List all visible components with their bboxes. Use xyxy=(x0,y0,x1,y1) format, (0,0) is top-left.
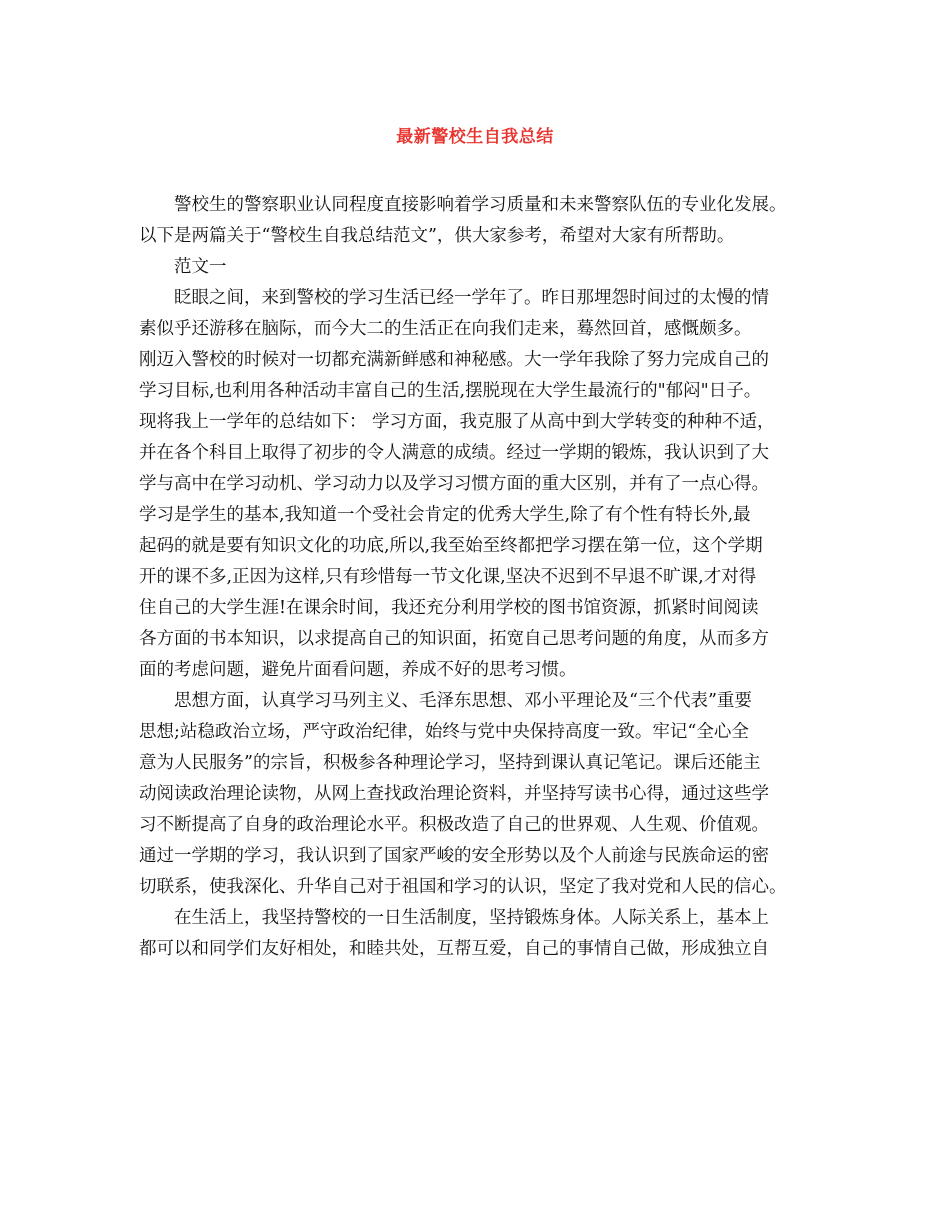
text-line: 思想;站稳政治立场，严守政治纪律，始终与党中央保持高度一致。牢记“全心全 xyxy=(139,722,749,742)
text-line: 范文一 xyxy=(174,257,227,277)
text-line: 警校生的警察职业认同程度直接影响着学习质量和未来警察队伍的专业化发展。 xyxy=(174,195,787,215)
text-line: 开的课不多,正因为这样,只有珍惜每一节文化课,坚决不迟到不早退不旷课,才对得 xyxy=(139,567,757,587)
text-line: 切联系，使我深化、升华自己对于祖国和学习的认识，坚定了我对党和人民的信心。 xyxy=(139,877,787,897)
text-line: 以下是两篇关于“警校生自我总结范文”，供大家参考，希望对大家有所帮助。 xyxy=(139,226,735,246)
text-line: 刚迈入警校的时候对一切都充满新鲜感和神秘感。大一学年我除了努力完成自己的 xyxy=(139,350,769,370)
document-title: 最新警校生自我总结 xyxy=(396,127,554,147)
document-body xyxy=(139,190,811,965)
text-line: 通过一学期的学习，我认识到了国家严峻的安全形势以及个人前途与民族命运的密 xyxy=(139,846,769,866)
text-line: 面的考虑问题，避免片面看问题，养成不好的思考习惯。 xyxy=(139,660,577,680)
text-line: 素似乎还游移在脑际，而今大二的生活正在向我们走来，蓦然回首，感慨颇多。 xyxy=(139,319,752,339)
text-line: 意为人民服务”的宗旨，积极参各种理论学习，坚持到课认真记笔记。课后还能主 xyxy=(139,753,761,773)
text-line: 现将我上一学年的总结如下： 学习方面，我克服了从高中到大学转变的种种不适， xyxy=(139,412,775,432)
text-line: 各方面的书本知识，以求提高自己的知识面，拓宽自己思考问题的角度，从而多方 xyxy=(139,629,769,649)
text-line: 并在各个科目上取得了初步的令人满意的成绩。经过一学期的锻炼，我认识到了大 xyxy=(139,443,769,463)
text-line: 在生活上，我坚持警校的一日生活制度，坚持锻炼身体。人际关系上，基本上 xyxy=(174,908,769,928)
text-line: 眨眼之间，来到警校的学习生活已经一学年了。昨日那埋怨时间过的太慢的情 xyxy=(174,288,769,308)
text-line: 动阅读政治理论读物，从网上查找政治理论资料，并坚持写读书心得，通过这些学 xyxy=(139,784,769,804)
text-line: 住自己的大学生涯!在课余时间，我还充分利用学校的图书馆资源，抓紧时间阅读 xyxy=(139,598,759,618)
text-line: 学习目标,也利用各种活动丰富自己的生活,摆脱现在大学生最流行的"郁闷"日子。 xyxy=(139,381,762,401)
text-line: 习不断提高了自身的政治理论水平。积极改造了自己的世界观、人生观、价值观。 xyxy=(139,815,769,835)
text-line: 思想方面，认真学习马列主义、毛泽东思想、邓小平理论及“三个代表”重要 xyxy=(174,691,752,711)
text-line: 起码的就是要有知识文化的功底,所以,我至始至终都把学习摆在第一位，这个学期 xyxy=(139,536,763,556)
text-line: 都可以和同学们友好相处，和睦共处，互帮互爱，自己的事情自己做，形成独立自 xyxy=(139,939,769,959)
text-line: 学与高中在学习动机、学习动力以及学习习惯方面的重大区别，并有了一点心得。 xyxy=(139,474,769,494)
text-line: 学习是学生的基本,我知道一个受社会肯定的优秀大学生,除了有个性有特长外,最 xyxy=(139,505,751,525)
